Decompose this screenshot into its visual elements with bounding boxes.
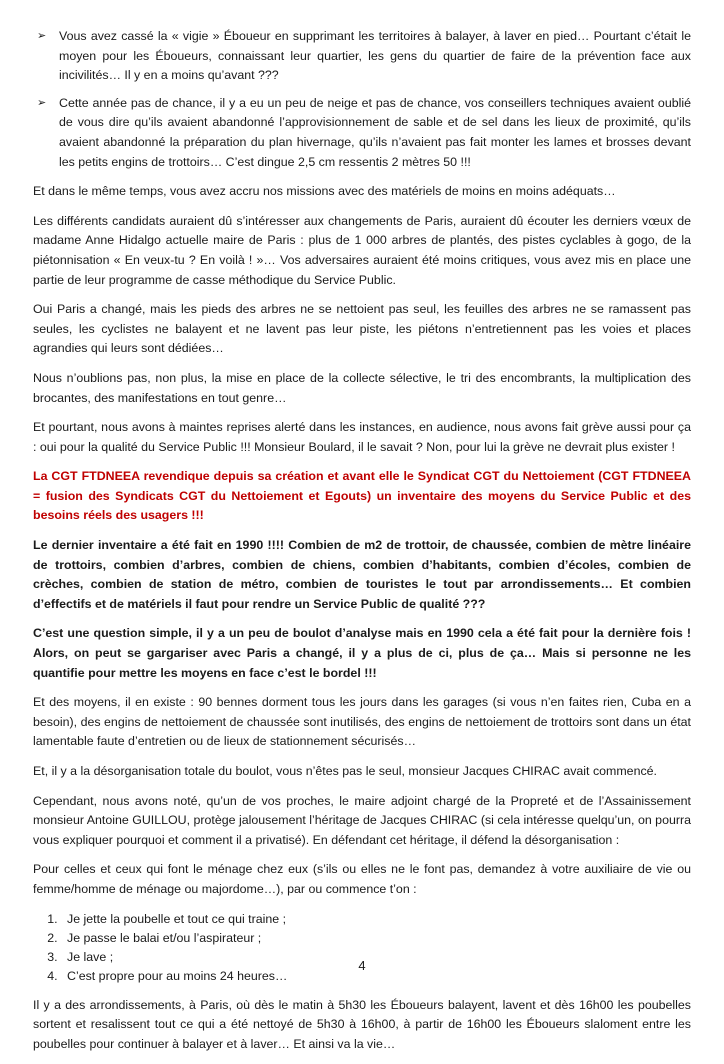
bullet-item — [33, 94, 691, 172]
bullet-list — [33, 27, 691, 172]
paragraph: Et, il y a la désorganisation totale du boulot, vous n’êtes pas le seul, monsieur Jacques CHIRAC avait commencé. — [33, 764, 657, 778]
bullet-item — [33, 27, 691, 86]
paragraph: Et pourtant, nous avons à maintes reprises alerté dans les instances, en audience, nous avons fait grève aussi pour ça : oui pour la qualité du Service Public !!! Monsieur Boulard, il le savait ? Non, pour lui la grève ne devrait plus exister ! — [33, 420, 691, 454]
paragraph: Oui Paris a changé, mais les pieds des arbres ne se nettoient pas seul, les feuilles des arbres ne se ramassent pas seules, les cyclistes ne balayent et ne lavent pas leur piste, les piétons n’entretiennent pas les voies et places agrandies qui leurs sont dédiées… — [33, 302, 691, 356]
numbered-list — [33, 910, 691, 986]
list-item: 1. Je jette la poubelle et tout ce qui traine ; — [61, 910, 691, 929]
paragraph: Cependant, nous avons noté, qu’un de vos proches, le maire adjoint chargé de la Propreté et de l’Assainissement monsieur Antoine GUILLOU, protège jalousement l’héritage de Jacques CHIRAC (si cela intéresse quelqu’un, on pourra vous expliquer pourquoi et comment il a privatisé). En défendant cet héritage, il défend la désorganisation : — [33, 793, 691, 847]
list-item: 3. Je lave ; — [61, 948, 691, 967]
arrowhead-bullet-icon: ➢ — [37, 96, 47, 109]
arrowhead-bullet-icon: ➢ — [37, 30, 47, 42]
bold-paragraph: C’est une question simple, il y a un peu de boulot d’analyse mais en 1990 cela a été fait pour la dernière fois ! Alors, on peut se gargariser avec Paris a changé, il y a plus de ci, plus de ça… Mais si personne ne les quantifie pour mettre les moyens en face c’est le bordel !!! — [33, 626, 691, 680]
paragraph: Il y a des arrondissements, à Paris, où dès le matin à 5h30 les Éboueurs balayent, lavent et dès 16h00 les poubelles sortent et resalissent tout ce qui a été nettoyé de 5h30 à 16h00, à partir de 16h00 les Éboueurs slaloment entre les poubelles pour continuer à balayer et à laver… Et ainsi va la vie… — [33, 997, 691, 1051]
document-page — [33, 27, 691, 1064]
bold-paragraph: Le dernier inventaire a été fait en 1990 !!!! Combien de m2 de trottoir, de chaussée, combien de mètre linéaire de trottoirs, combien d’arbres, combien de chiens, combien d’habitants, combien d’écoles, combien de crèches, combien de station de métro, combien de touristes le tout par arrondissements… Et combien d’effectifs et de matériels il faut pour rendre un Service Public de qualité ??? — [33, 538, 691, 611]
paragraph: Et des moyens, il en existe : 90 bennes dorment tous les jours dans les garages (si vous n’en faites rien, Cuba en a besoin), des engins de nettoiement de chaussée sont inutilisés, des engins de nettoiement de trottoirs sont dans un état lamentable faute d’entretien ou de lieux de stationnement sécurisés… — [33, 695, 691, 749]
paragraph: Pour celles et ceux qui font le ménage chez eux (s’ils ou elles ne le font pas, demandez à votre auxiliaire de vie ou femme/homme de ménage ou majordome…), par ou commence t’on : — [33, 862, 691, 896]
paragraph: Et dans le même temps, vous avez accru nos missions avec des matériels de moins en moins adéquats… — [33, 184, 616, 199]
bullet-text: Vous avez cassé la « vigie » Éboueur en supprimant les territoires à balayer, à laver en pied… Pourtant c’était le moyen pour les Éboueurs, connaissant leur quartier, les gens du quartier de faire de la prévention face aux incivilités… Il y en a moins qu’avant ??? — [59, 29, 691, 83]
list-item: 2. Je passe le balai et/ou l’aspirateur ; — [61, 929, 691, 948]
paragraph: Nous n’oublions pas, non plus, la mise en place de la collecte sélective, le tri des encombrants, la multiplication des brocantes, des manifestations en tout genre… — [33, 370, 691, 405]
highlighted-demand-paragraph: La CGT FTDNEEA revendique depuis sa création et avant elle le Syndicat CGT du Nettoiement (CGT FTDNEEA = fusion des Syndicats CGT du Nettoiement et Egouts) un inventaire des moyens du Service Public et des besoins réels des usagers !!! — [33, 469, 691, 523]
page-number: 4 — [358, 958, 366, 973]
bullet-text: Cette année pas de chance, il y a eu un peu de neige et pas de chance, vos conseillers techniques avaient oublié de vous dire qu’ils avaient abandonné l’approvisionnement de sable et de sel dans les lieux de proximité, qu’ils avaient abandonné la préparation du plan hivernage, qu’ils n’avaient pas fait monter les lames et brosses devant les petits engins de trottoirs… C’est dingue 2,5 cm ressentis 2 mètres 50 !!! — [59, 95, 691, 169]
paragraph: Les différents candidats auraient dû s’intéresser aux changements de Paris, auraient dû écouter les derniers vœux de madame Anne Hidalgo actuelle maire de Paris : plus de 1 000 arbres de plantés, des pistes cyclables à gogo, de la piétonnisation « En veux-tu ? En voilà ! »… Vos adversaires auraient été moins critiques, vous avez mis en place une partie de leur programme de casse méthodique du Service Public. — [33, 213, 691, 287]
list-item: 4. C’est propre pour au moins 24 heures… — [61, 967, 691, 986]
